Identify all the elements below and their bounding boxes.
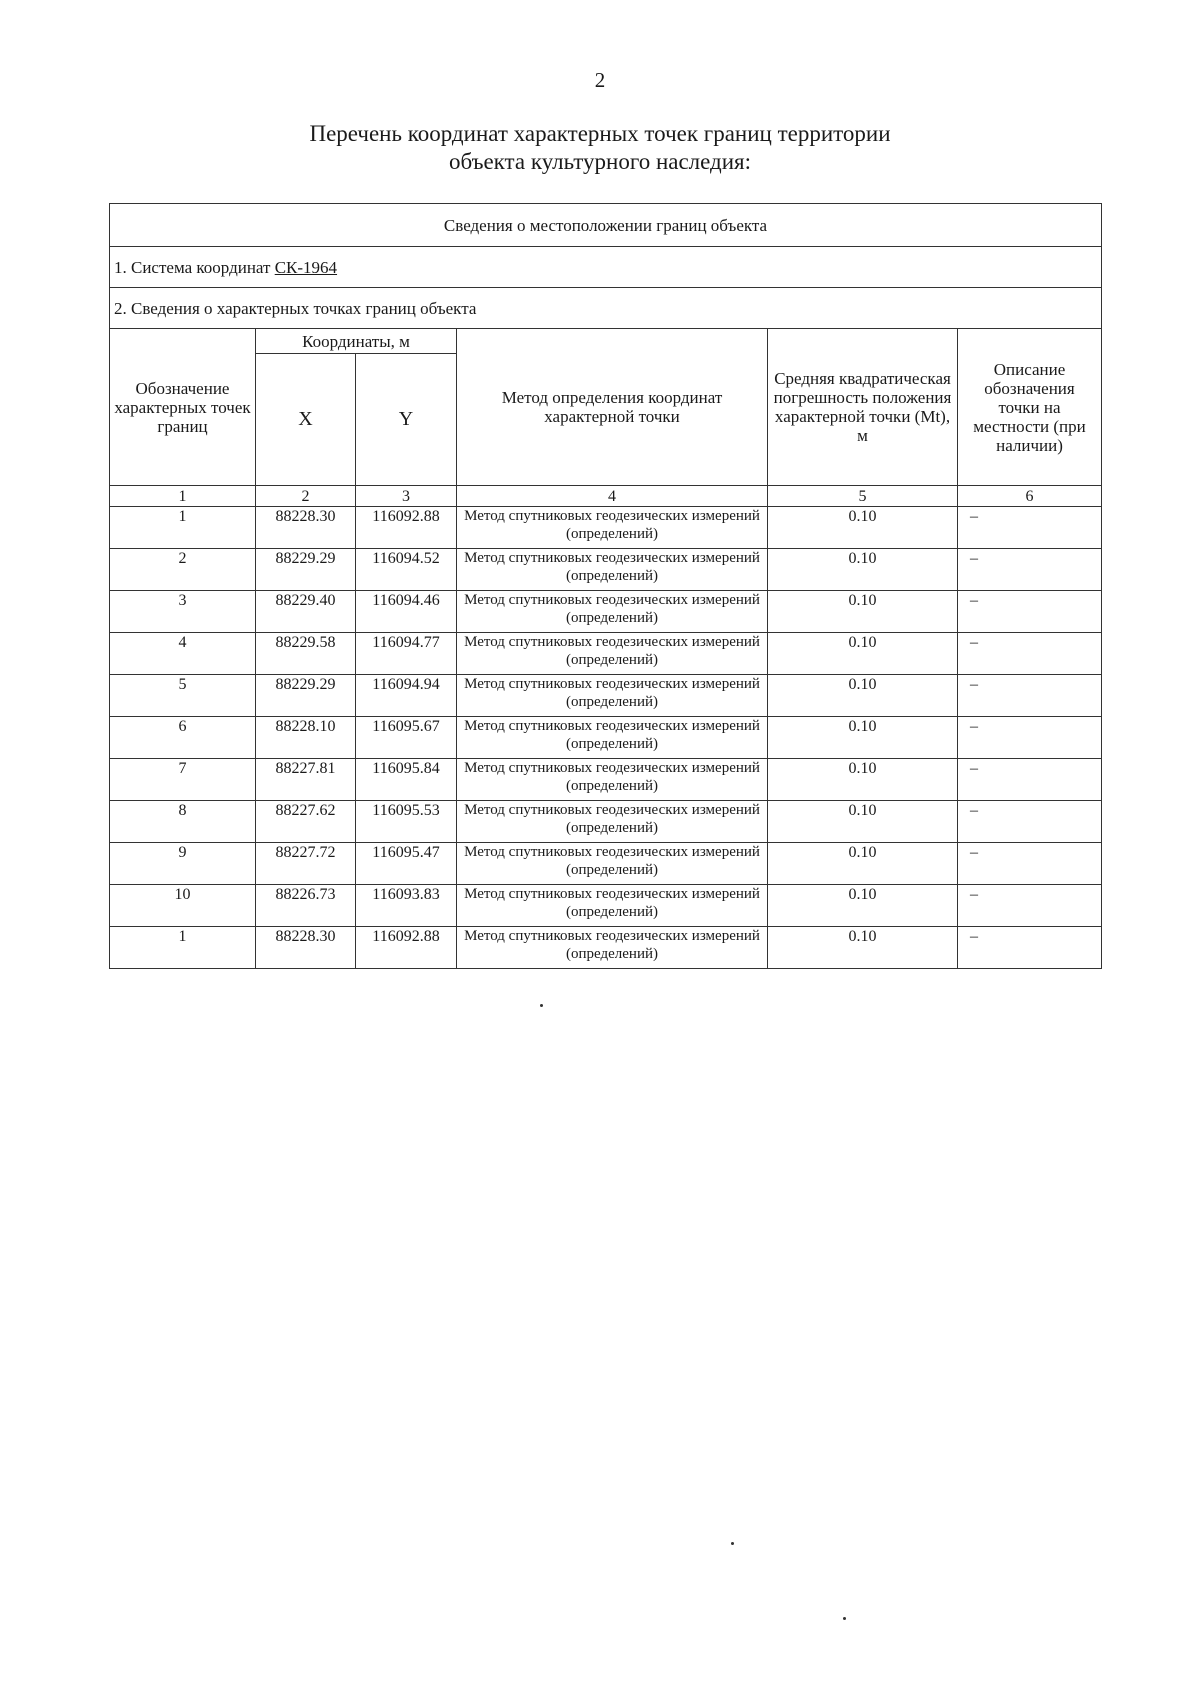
point-number-cell: 5: [110, 675, 256, 717]
table-body: [110, 507, 1102, 969]
table-row: [110, 633, 1102, 675]
column-number-row: [110, 486, 1102, 507]
description-cell: –: [958, 843, 1102, 885]
y-coordinate-cell: 116095.67: [356, 717, 457, 759]
description-cell: –: [958, 759, 1102, 801]
scan-speck: [540, 1004, 543, 1007]
error-cell: 0.10: [768, 843, 958, 885]
point-number-cell: 1: [110, 927, 256, 969]
y-coordinate-cell: 116094.46: [356, 591, 457, 633]
error-cell: 0.10: [768, 507, 958, 549]
y-coordinate-cell: 116093.83: [356, 885, 457, 927]
y-coordinate-cell: 116094.94: [356, 675, 457, 717]
error-cell: 0.10: [768, 927, 958, 969]
x-coordinate-cell: 88227.81: [256, 759, 356, 801]
x-coordinate-cell: 88228.10: [256, 717, 356, 759]
table-row: [110, 549, 1102, 591]
section-title: Сведения о местоположении границ объекта: [110, 204, 1102, 247]
error-cell: 0.10: [768, 591, 958, 633]
method-cell: Метод спутниковых геодезических измерений (определений): [457, 591, 768, 633]
error-cell: 0.10: [768, 549, 958, 591]
error-cell: 0.10: [768, 759, 958, 801]
y-coordinate-cell: 116095.47: [356, 843, 457, 885]
x-coordinate-cell: 88229.29: [256, 549, 356, 591]
x-coordinate-cell: 88229.58: [256, 633, 356, 675]
description-cell: –: [958, 675, 1102, 717]
header-description: Описание обозначения точки на местности (при наличии): [958, 329, 1102, 486]
description-cell: –: [958, 591, 1102, 633]
x-coordinate-cell: 88226.73: [256, 885, 356, 927]
column-number: 3: [356, 486, 457, 507]
header-coordinates: Координаты, м: [256, 329, 457, 354]
table-row: [110, 759, 1102, 801]
table-row: [110, 843, 1102, 885]
description-cell: –: [958, 549, 1102, 591]
method-cell: Метод спутниковых геодезических измерений (определений): [457, 507, 768, 549]
error-cell: 0.10: [768, 633, 958, 675]
point-number-cell: 6: [110, 717, 256, 759]
x-coordinate-cell: 88227.72: [256, 843, 356, 885]
header-method: Метод определения координат характерной точки: [457, 329, 768, 486]
description-cell: –: [958, 927, 1102, 969]
description-cell: –: [958, 717, 1102, 759]
document-title: [0, 120, 1200, 176]
scan-speck: [843, 1617, 846, 1620]
table-row: [110, 801, 1102, 843]
table-row: [110, 507, 1102, 549]
y-coordinate-cell: 116094.52: [356, 549, 457, 591]
x-coordinate-cell: 88227.62: [256, 801, 356, 843]
point-number-cell: 2: [110, 549, 256, 591]
description-cell: –: [958, 801, 1102, 843]
point-number-cell: 4: [110, 633, 256, 675]
point-number-cell: 8: [110, 801, 256, 843]
method-cell: Метод спутниковых геодезических измерений (определений): [457, 633, 768, 675]
error-cell: 0.10: [768, 801, 958, 843]
header-point-designation: Обозначение характерных точек границ: [110, 329, 256, 486]
description-cell: –: [958, 633, 1102, 675]
method-cell: Метод спутниковых геодезических измерений (определений): [457, 885, 768, 927]
header-x: X: [256, 354, 356, 486]
y-coordinate-cell: 116095.84: [356, 759, 457, 801]
method-cell: Метод спутниковых геодезических измерений (определений): [457, 927, 768, 969]
x-coordinate-cell: 88228.30: [256, 927, 356, 969]
header-y: Y: [356, 354, 457, 486]
table-row: [110, 927, 1102, 969]
point-number-cell: 10: [110, 885, 256, 927]
error-cell: 0.10: [768, 717, 958, 759]
column-number: 4: [457, 486, 768, 507]
coordinate-system-label: 1. Система координат: [114, 257, 271, 277]
coordinate-system-value: СК-1964: [274, 257, 338, 277]
header-error: Средняя квадратическая погрешность положения характерной точки (Mt), м: [768, 329, 958, 486]
page-number: 2: [594, 68, 606, 92]
point-number-cell: 9: [110, 843, 256, 885]
point-number-cell: 7: [110, 759, 256, 801]
column-number: 5: [768, 486, 958, 507]
y-coordinate-cell: 116094.77: [356, 633, 457, 675]
column-number: 2: [256, 486, 356, 507]
method-cell: Метод спутниковых геодезических измерений (определений): [457, 843, 768, 885]
table-row: [110, 717, 1102, 759]
point-number-cell: 1: [110, 507, 256, 549]
coordinate-system: [110, 247, 1102, 288]
method-cell: Метод спутниковых геодезических измерений (определений): [457, 717, 768, 759]
description-cell: –: [958, 507, 1102, 549]
table-row: [110, 675, 1102, 717]
point-number-cell: 3: [110, 591, 256, 633]
table-row: [110, 591, 1102, 633]
column-number: 1: [110, 486, 256, 507]
document-title-line-2: объекта культурного наследия:: [448, 149, 752, 174]
method-cell: Метод спутниковых геодезических измерений (определений): [457, 801, 768, 843]
x-coordinate-cell: 88229.40: [256, 591, 356, 633]
y-coordinate-cell: 116092.88: [356, 507, 457, 549]
error-cell: 0.10: [768, 885, 958, 927]
x-coordinate-cell: 88228.30: [256, 507, 356, 549]
method-cell: Метод спутниковых геодезических измерений (определений): [457, 675, 768, 717]
column-number: 6: [958, 486, 1102, 507]
method-cell: Метод спутниковых геодезических измерений (определений): [457, 759, 768, 801]
y-coordinate-cell: 116092.88: [356, 927, 457, 969]
points-section-title: 2. Сведения о характерных точках границ объекта: [110, 288, 1102, 329]
description-cell: –: [958, 885, 1102, 927]
document-title-line-1: Перечень координат характерных точек границ территории: [309, 121, 891, 146]
table-row: [110, 885, 1102, 927]
coordinates-table: [109, 203, 1102, 969]
scan-speck: [731, 1542, 734, 1545]
error-cell: 0.10: [768, 675, 958, 717]
x-coordinate-cell: 88229.29: [256, 675, 356, 717]
y-coordinate-cell: 116095.53: [356, 801, 457, 843]
method-cell: Метод спутниковых геодезических измерений (определений): [457, 549, 768, 591]
